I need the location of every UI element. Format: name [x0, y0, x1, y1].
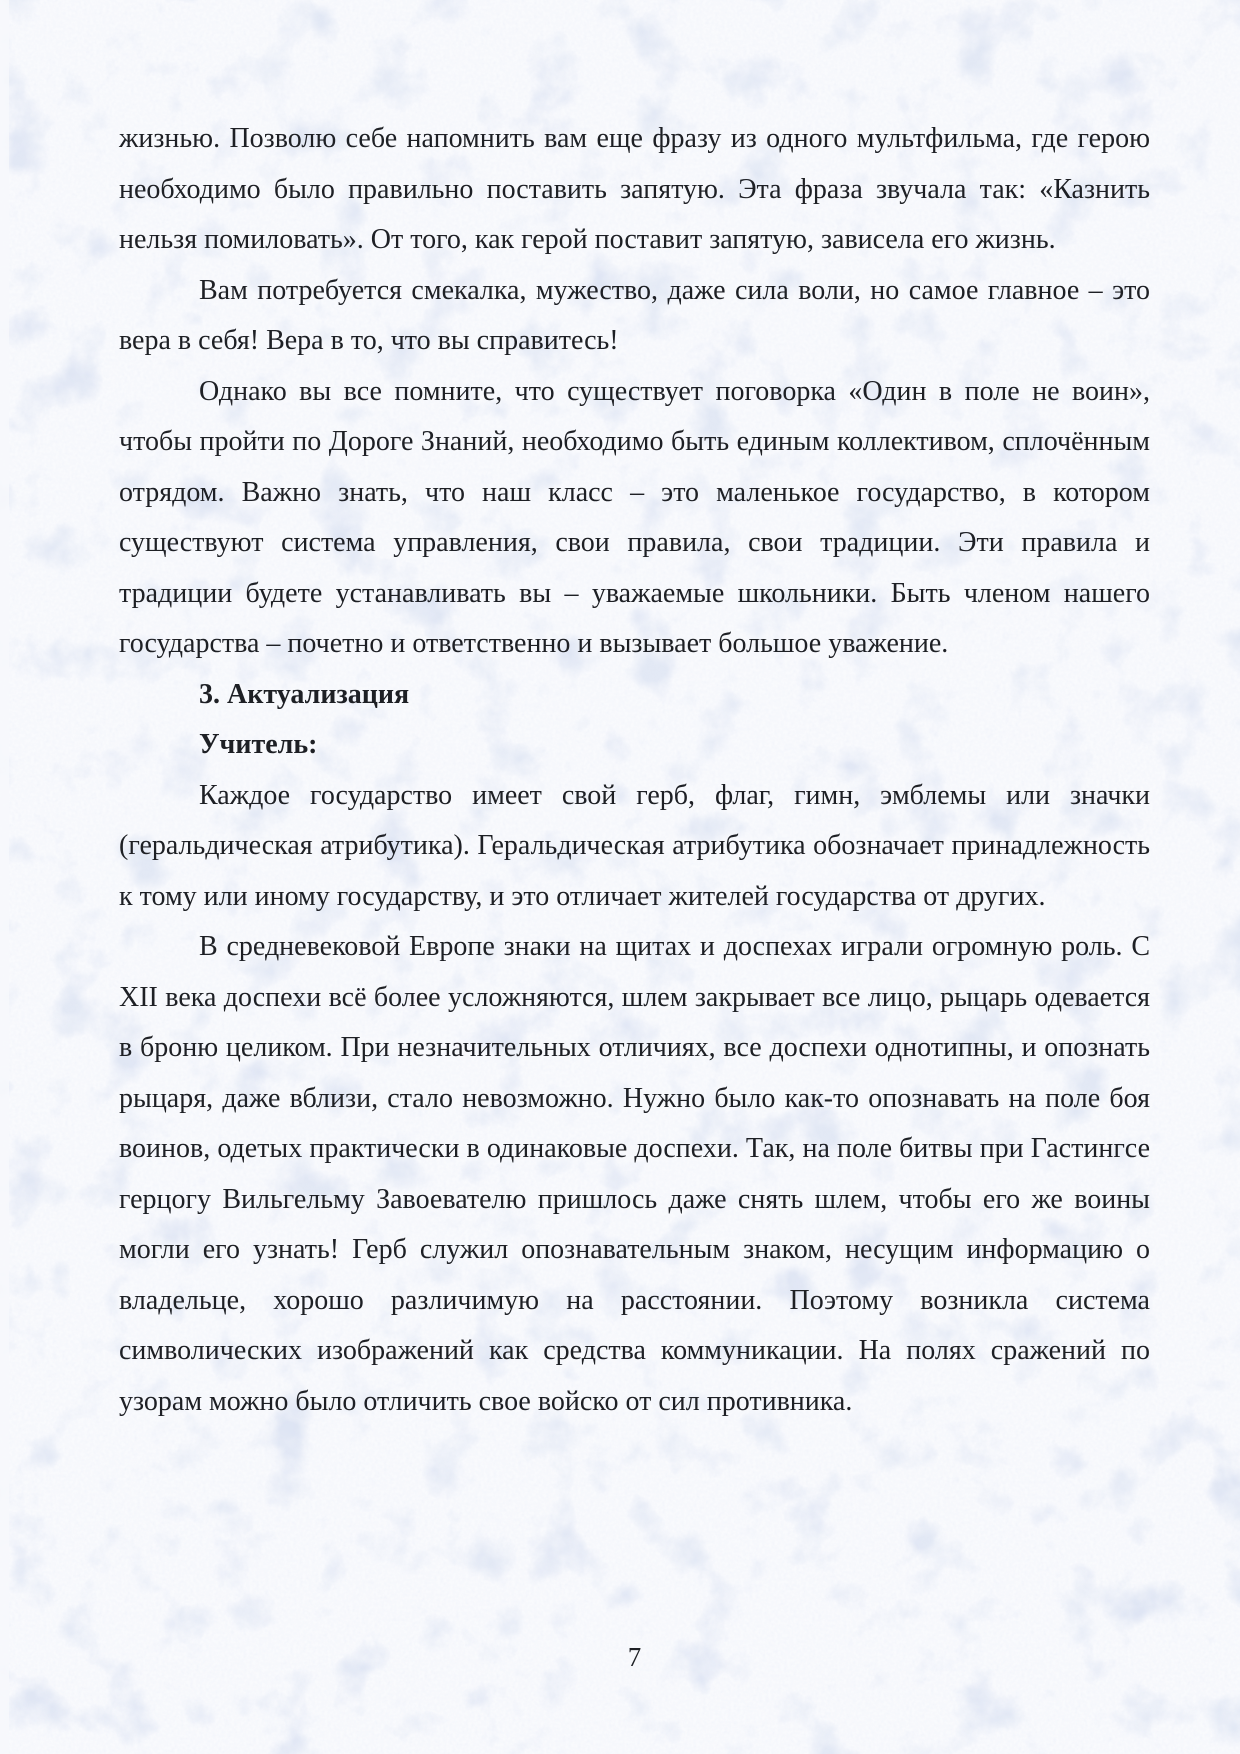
- paragraph: Однако вы все помните, что существует поговорка «Один в поле не воин», чтобы пройти по Дороге Знаний, необходимо быть единым коллективом, сплочённым отрядом. Важно знать, что наш класс – это маленькое государство, в котором существуют система управления, свои правила, свои традиции. Эти правила и традиции будете устанавливать вы – уважаемые школьники. Быть членом нашего государства – почетно и ответственно и вызывает большое уважение.: [119, 375, 1150, 659]
- paragraph-continuation: жизнью. Позволю себе напомнить вам еще фразу из одного мультфильма, где герою необходимо было правильно поставить запятую. Эта фраза звучала так: «Казнить нельзя помиловать». От того, как герой поставит запятую, зависела его жизнь.: [119, 123, 1150, 255]
- text-block: [119, 114, 1150, 1427]
- section-heading-aktualizaciya: 3. Актуализация: [199, 678, 410, 710]
- paragraph: Каждое государство имеет свой герб, флаг, гимн, эмблемы или значки (геральдическая атрибутика). Геральдическая атрибутика обозначает принадлежность к тому или иному государству, и это отличает жителей государства от других.: [119, 779, 1150, 912]
- page-number: 7: [627, 1642, 642, 1672]
- speaker-label-uchitel: Учитель:: [199, 729, 318, 760]
- paragraph: В средневековой Европе знаки на щитах и доспехах играли огромную роль. С XII века доспехи всё более усложняются, шлем закрывает все лицо, рыцарь одевается в броню целиком. При незначительных отличиях, все доспехи однотипны, и опознать рыцаря, даже вблизи, стало невозможно. Нужно было как-то опознавать на поле боя воинов, одетых практически в одинаковые доспехи. Так, на поле битвы при Гастингсе герцогу Вильгельму Завоевателю пришлось даже снять шлем, чтобы его же воины могли его узнать! Герб служил опознавательным знаком, несущим информацию о владельце, хорошо различимую на расстоянии. Поэтому возникла система символических изображений как средства коммуникации. На полях сражений по узорам можно было отличить свое войско от сил противника.: [119, 931, 1150, 1417]
- paragraph: Вам потребуется смекалка, мужество, даже сила воли, но самое главное – это вера в себя! Вера в то, что вы справитесь!: [119, 274, 1150, 356]
